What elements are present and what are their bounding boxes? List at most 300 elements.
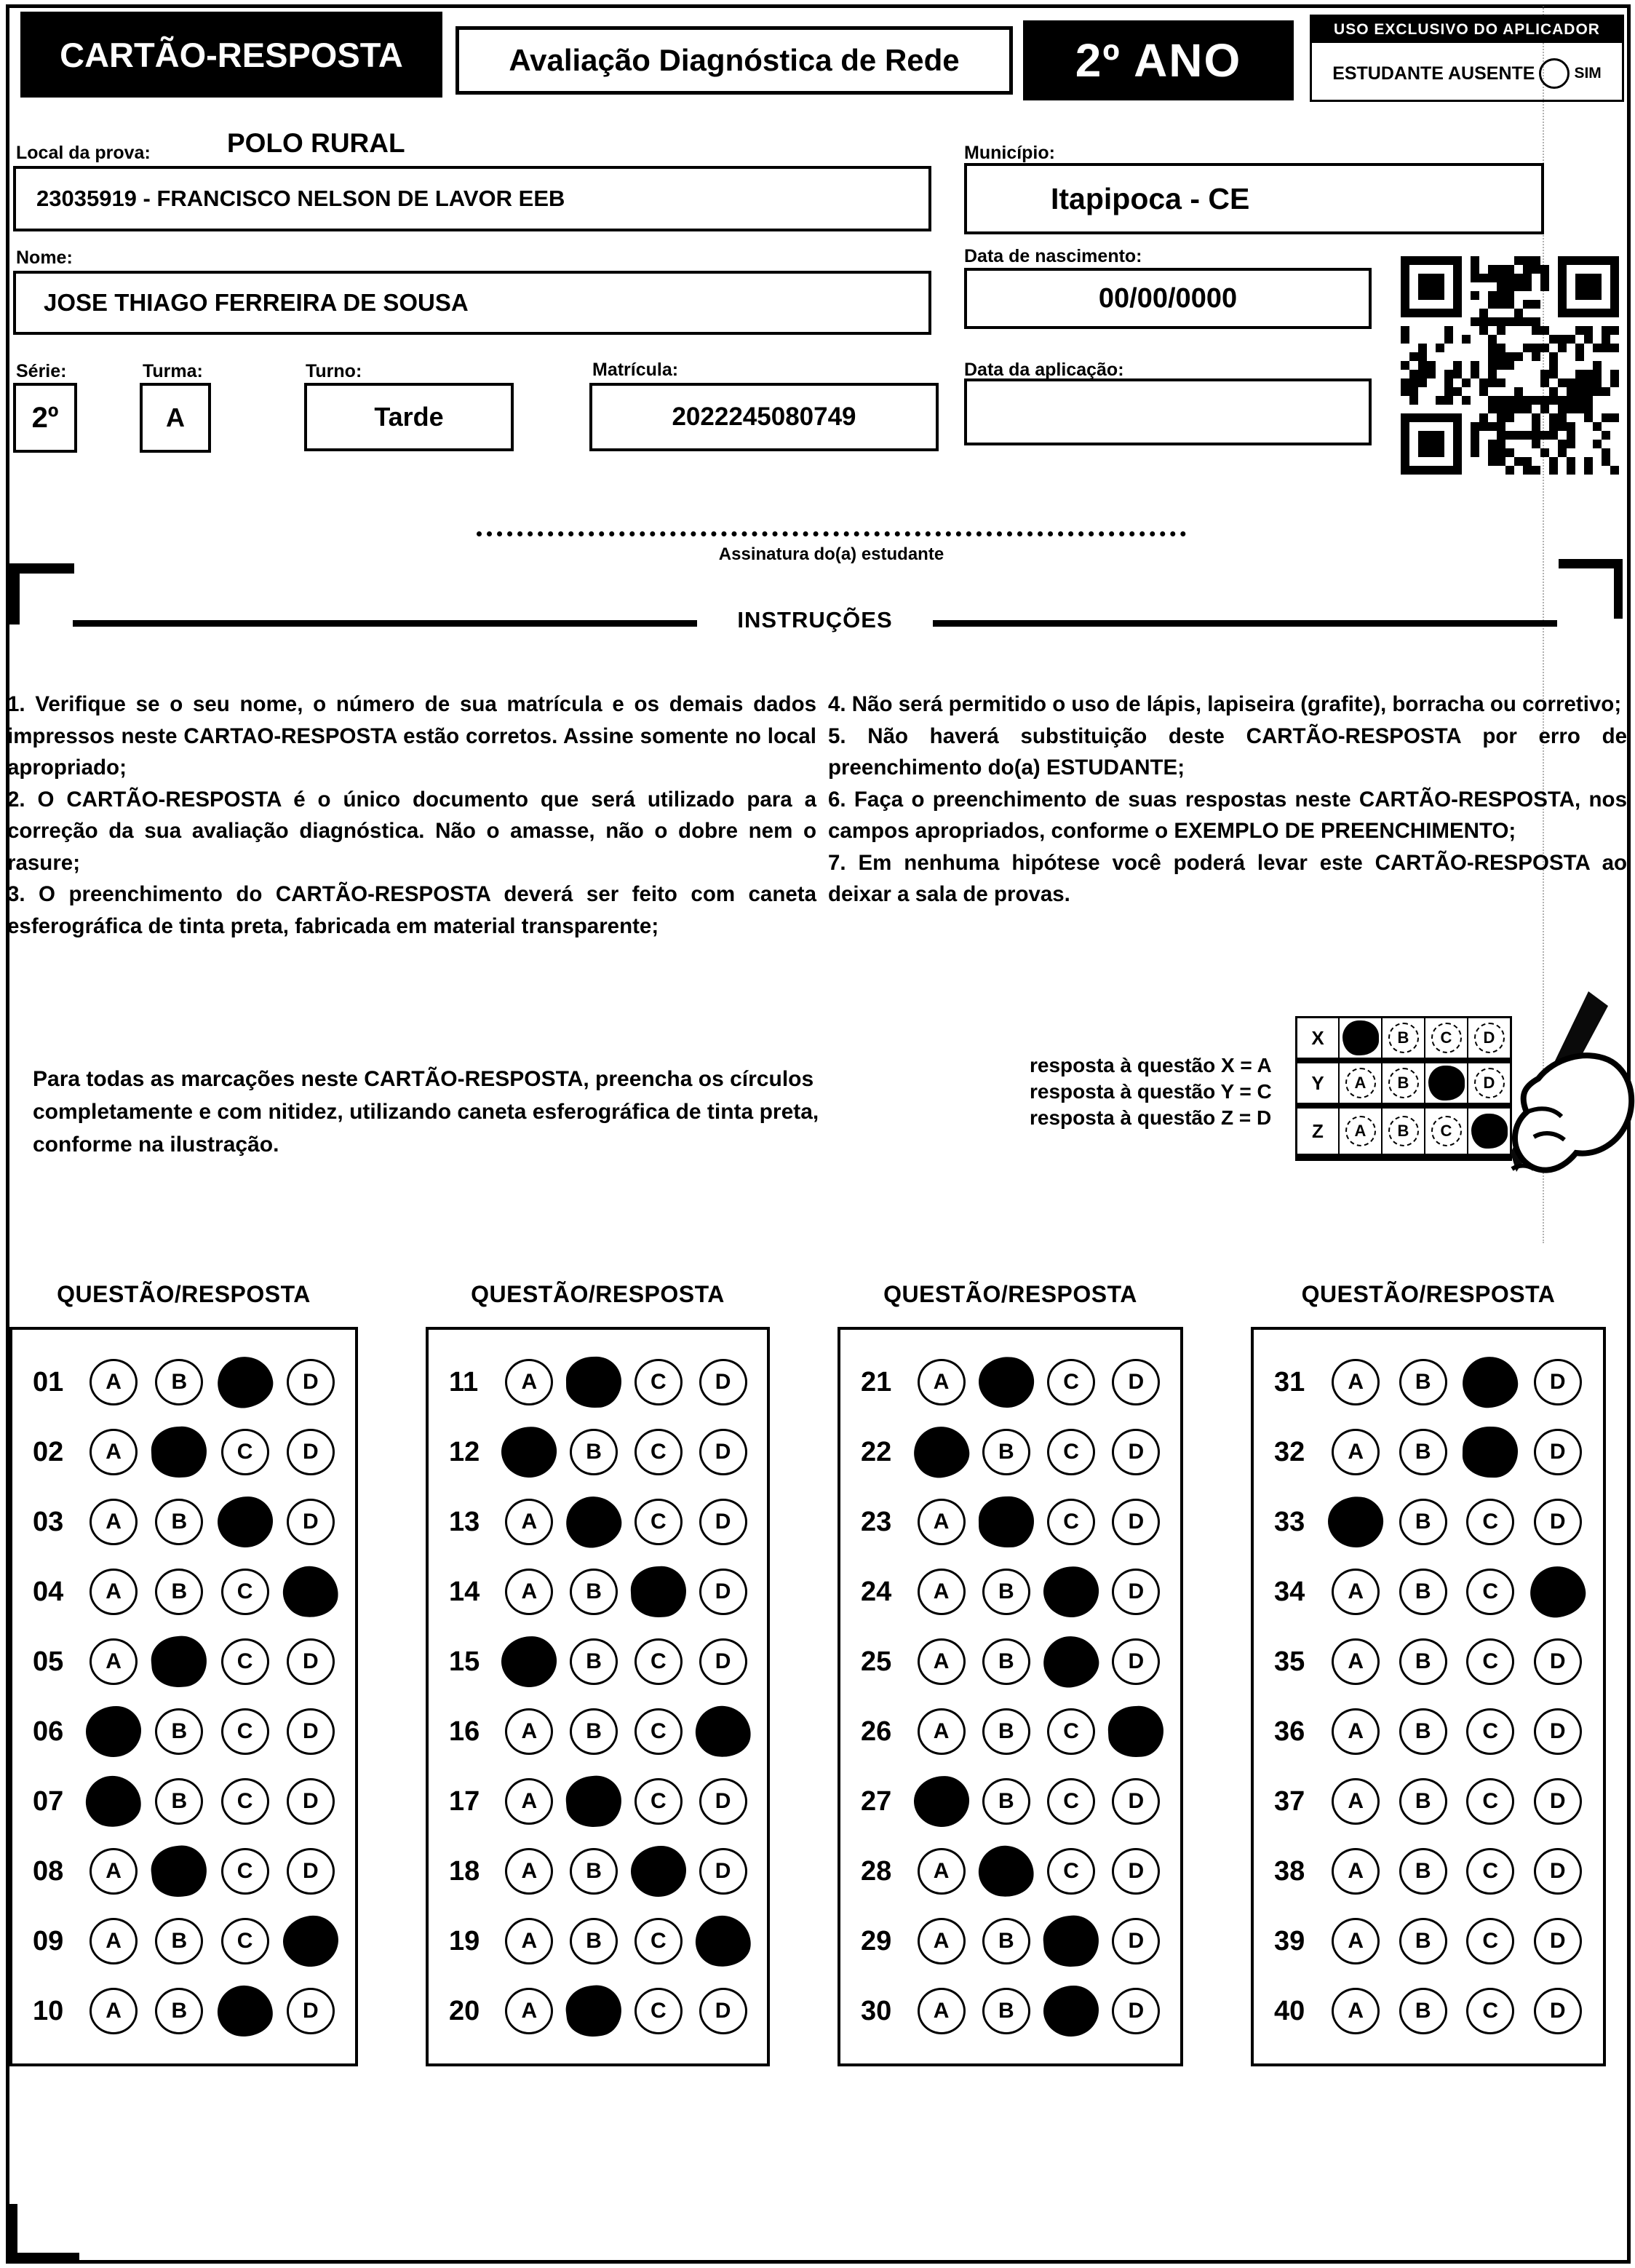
option-cell	[212, 1708, 278, 1755]
option-cell	[626, 1638, 691, 1685]
bubble-13-A[interactable]: A	[505, 1499, 553, 1545]
bubble-09-A[interactable]: A	[89, 1918, 138, 1964]
question-row-12	[440, 1417, 755, 1487]
bubble-26-C[interactable]: C	[1047, 1708, 1095, 1755]
bubble-03-A[interactable]: A	[89, 1499, 138, 1545]
bubble-20-A[interactable]: A	[505, 1988, 553, 2034]
option-cell	[626, 1499, 691, 1545]
bubble-03-D[interactable]: D	[287, 1499, 335, 1545]
hand-with-pen-illustration	[1468, 991, 1635, 1210]
bubble-27-A-filled[interactable]	[912, 1775, 969, 1828]
option-cell	[146, 1499, 212, 1545]
bubble-20-B-filled[interactable]	[563, 1983, 624, 2040]
option-cell	[562, 1496, 626, 1547]
option-cell	[146, 1569, 212, 1615]
bubble-35-D[interactable]: D	[1534, 1638, 1582, 1685]
bubble-30-D[interactable]: D	[1112, 1988, 1160, 2034]
question-number: 03	[33, 1506, 64, 1537]
question-row-36	[1265, 1697, 1591, 1767]
option-cell	[212, 1429, 278, 1475]
bubble-29-B[interactable]: B	[982, 1918, 1030, 1964]
bubble-11-A[interactable]: A	[505, 1359, 553, 1405]
bubble-05-B-filled[interactable]	[149, 1634, 209, 1689]
bubble-15-C[interactable]: C	[634, 1638, 683, 1685]
option-cell	[1039, 1566, 1104, 1617]
bubble-03-C-filled[interactable]	[216, 1496, 273, 1549]
bubble-07-C[interactable]: C	[221, 1778, 269, 1825]
option-cell	[1457, 1848, 1524, 1895]
option-cell	[81, 1569, 146, 1615]
bubble-07-B[interactable]: B	[155, 1778, 203, 1825]
bubble-36-A[interactable]: A	[1332, 1708, 1380, 1755]
option-cell	[909, 1499, 974, 1545]
bubble-16-D-filled[interactable]	[693, 1703, 754, 1761]
bubble-39-D[interactable]: D	[1534, 1918, 1582, 1964]
nome-field: JOSE THIAGO FERREIRA DE SOUSA	[13, 271, 931, 335]
bubble-31-D[interactable]: D	[1534, 1359, 1582, 1405]
bubble-18-C-filled[interactable]	[631, 1846, 686, 1897]
grade-badge: 2º ANO	[1023, 20, 1294, 100]
bubble-32-D[interactable]: D	[1534, 1429, 1582, 1475]
bubble-38-B[interactable]: B	[1399, 1848, 1447, 1895]
bubble-10-C-filled[interactable]	[216, 1984, 274, 2038]
bubble-39-B[interactable]: B	[1399, 1918, 1447, 1964]
question-number: 36	[1274, 1716, 1305, 1747]
option-cell	[1524, 1708, 1592, 1755]
option-cell	[146, 1427, 212, 1478]
example-bubble-X-D: D	[1474, 1023, 1505, 1053]
bubble-22-A-filled[interactable]	[911, 1424, 971, 1480]
option-cell	[562, 1986, 626, 2037]
option-cell	[212, 1638, 278, 1685]
bubble-05-A[interactable]: A	[89, 1638, 138, 1685]
bubble-24-A[interactable]: A	[918, 1569, 966, 1615]
bubble-38-D[interactable]: D	[1534, 1848, 1582, 1895]
option-cell	[1524, 1778, 1592, 1825]
bubble-30-B[interactable]: B	[982, 1988, 1030, 2034]
bubble-26-D-filled[interactable]	[1107, 1705, 1166, 1759]
bubble-25-C-filled[interactable]	[1041, 1633, 1102, 1691]
instruction-item: 6. Faça o preenchimento de suas respostas neste CARTÃO-RESPOSTA, nos campos apropriados, conforme o EXEMPLO DE PREENCHIMENTO;	[828, 787, 1627, 843]
option-cell	[212, 1357, 278, 1408]
bubble-32-B[interactable]: B	[1399, 1429, 1447, 1475]
option-cell	[1524, 1499, 1592, 1545]
bubble-37-B[interactable]: B	[1399, 1778, 1447, 1825]
bubble-33-C[interactable]: C	[1466, 1499, 1514, 1545]
option-cell	[1322, 1569, 1390, 1615]
bubble-23-A[interactable]: A	[918, 1499, 966, 1545]
question-number: 10	[33, 1995, 64, 2026]
bubble-11-D[interactable]: D	[699, 1359, 747, 1405]
bubble-25-D[interactable]: D	[1112, 1638, 1160, 1685]
bubble-22-D[interactable]: D	[1112, 1429, 1160, 1475]
bubble-28-B-filled[interactable]	[976, 1843, 1037, 1900]
question-row-23	[852, 1487, 1169, 1557]
option-cell	[497, 1569, 562, 1615]
option-cell	[909, 1848, 974, 1895]
question-row-04	[24, 1557, 343, 1627]
option-cell	[81, 1848, 146, 1895]
bubble-19-D-filled[interactable]	[693, 1914, 753, 1969]
answer-block-header: QUESTÃO/RESPOSTA	[1301, 1281, 1556, 1307]
bubble-35-C[interactable]: C	[1466, 1638, 1514, 1685]
bubble-04-A[interactable]: A	[89, 1569, 138, 1615]
bubble-04-B[interactable]: B	[155, 1569, 203, 1615]
bubble-10-A[interactable]: A	[89, 1988, 138, 2034]
bubble-25-B[interactable]: B	[982, 1638, 1030, 1685]
question-number: 30	[861, 1995, 892, 2026]
question-number: 17	[449, 1785, 480, 1817]
example-bubble-X-A-filled	[1342, 1020, 1379, 1055]
bubble-37-D[interactable]: D	[1534, 1778, 1582, 1825]
bubble-02-A[interactable]: A	[89, 1429, 138, 1475]
bubble-17-A[interactable]: A	[505, 1778, 553, 1825]
question-row-39	[1265, 1906, 1591, 1976]
municipio-field: Itapipoca - CE	[964, 163, 1544, 234]
bubble-34-C[interactable]: C	[1466, 1569, 1514, 1615]
bubble-04-D-filled[interactable]	[280, 1563, 341, 1621]
bubble-28-C[interactable]: C	[1047, 1848, 1095, 1895]
aplicacao-label: Data da aplicação:	[964, 360, 1124, 380]
corner-bracket-top-right	[1559, 559, 1623, 619]
bubble-33-B[interactable]: B	[1399, 1499, 1447, 1545]
option-cell	[691, 1359, 755, 1405]
bubble-11-B-filled[interactable]	[566, 1356, 622, 1408]
bubble-19-C[interactable]: C	[634, 1918, 683, 1964]
question-row-32	[1265, 1417, 1591, 1487]
bubble-02-B-filled[interactable]	[151, 1425, 209, 1479]
bubble-29-D[interactable]: D	[1112, 1918, 1160, 1964]
bubble-35-B[interactable]: B	[1399, 1638, 1447, 1685]
bubble-39-A[interactable]: A	[1332, 1918, 1380, 1964]
option-cell	[974, 1429, 1038, 1475]
option-cell	[626, 1429, 691, 1475]
option-cell	[1524, 1359, 1592, 1405]
bubble-12-C[interactable]: C	[634, 1429, 683, 1475]
bubble-17-B-filled[interactable]	[564, 1774, 624, 1829]
signature-line[interactable]	[477, 531, 1186, 536]
bubble-17-D[interactable]: D	[699, 1778, 747, 1825]
bubble-09-B[interactable]: B	[155, 1918, 203, 1964]
bubble-33-D[interactable]: D	[1534, 1499, 1582, 1545]
option-cell	[146, 1359, 212, 1405]
bubble-22-B[interactable]: B	[982, 1429, 1030, 1475]
bubble-13-C[interactable]: C	[634, 1499, 683, 1545]
instructions-divider-right	[933, 620, 1557, 627]
option-cell	[278, 1778, 343, 1825]
bubble-15-A-filled[interactable]	[501, 1635, 557, 1689]
bubble-21-A[interactable]: A	[918, 1359, 966, 1405]
bubble-29-A[interactable]: A	[918, 1918, 966, 1964]
option-cell	[81, 1429, 146, 1475]
option-cell	[974, 1569, 1038, 1615]
example-bubble-Y-D: D	[1474, 1068, 1505, 1098]
bubble-20-C[interactable]: C	[634, 1988, 683, 2034]
question-row-15	[440, 1627, 755, 1697]
bubble-08-C[interactable]: C	[221, 1848, 269, 1895]
bubble-14-A[interactable]: A	[505, 1569, 553, 1615]
option-cell	[691, 1638, 755, 1685]
bubble-21-C[interactable]: C	[1047, 1359, 1095, 1405]
bubble-27-D[interactable]: D	[1112, 1778, 1160, 1825]
option-cell	[278, 1359, 343, 1405]
corner-bracket-bottom-left	[8, 2204, 79, 2262]
bubble-34-D-filled[interactable]	[1527, 1563, 1588, 1620]
question-number: 20	[449, 1995, 480, 2026]
bubble-09-C[interactable]: C	[221, 1918, 269, 1964]
option-cell	[146, 1636, 212, 1687]
bubble-18-D[interactable]: D	[699, 1848, 747, 1895]
bubble-10-B[interactable]: B	[155, 1988, 203, 2034]
bubble-06-C[interactable]: C	[221, 1708, 269, 1755]
question-number: 04	[33, 1576, 64, 1607]
bubble-27-B[interactable]: B	[982, 1778, 1030, 1825]
bubble-12-A-filled[interactable]	[500, 1424, 559, 1479]
instructions-divider-left	[73, 620, 697, 627]
option-cell	[909, 1359, 974, 1405]
option-cell	[1524, 1988, 1592, 2034]
option-cell	[691, 1499, 755, 1545]
bubble-13-D[interactable]: D	[699, 1499, 747, 1545]
option-cell	[1104, 1706, 1169, 1757]
option-cell	[626, 1566, 691, 1617]
bubble-02-C[interactable]: C	[221, 1429, 269, 1475]
option-cell	[691, 1778, 755, 1825]
answer-block-2	[426, 1281, 770, 2066]
option-cell	[1457, 1708, 1524, 1755]
bubble-15-B[interactable]: B	[570, 1638, 618, 1685]
bubble-23-D[interactable]: D	[1112, 1499, 1160, 1545]
question-row-07	[24, 1767, 343, 1836]
instructions-title: INSTRUÇÕES	[737, 607, 893, 633]
bubble-01-A[interactable]: A	[89, 1359, 138, 1405]
question-number: 09	[33, 1925, 64, 1956]
bubble-32-C-filled[interactable]	[1463, 1426, 1519, 1478]
bubble-21-D[interactable]: D	[1112, 1359, 1160, 1405]
option-cell	[1524, 1638, 1592, 1685]
option-cell	[909, 1427, 974, 1478]
bubble-07-A-filled[interactable]	[84, 1774, 143, 1829]
bubble-23-C[interactable]: C	[1047, 1499, 1095, 1545]
question-number: 06	[33, 1716, 64, 1747]
example-cell	[1338, 1109, 1381, 1154]
option-cell	[1039, 1499, 1104, 1545]
example-cell	[1338, 1063, 1381, 1103]
bubble-31-A[interactable]: A	[1332, 1359, 1380, 1405]
bubble-29-C-filled[interactable]	[1041, 1914, 1101, 1969]
bubble-40-B[interactable]: B	[1399, 1988, 1447, 2034]
bubble-38-A[interactable]: A	[1332, 1848, 1380, 1895]
bubble-07-D[interactable]: D	[287, 1778, 335, 1825]
bubble-08-A[interactable]: A	[89, 1848, 138, 1895]
option-cell	[626, 1708, 691, 1755]
example-row-label: Z	[1312, 1119, 1324, 1142]
option-cell	[1322, 1359, 1390, 1405]
question-row-18	[440, 1836, 755, 1906]
bubble-01-C-filled[interactable]	[214, 1353, 276, 1411]
option-cell	[81, 1706, 146, 1757]
example-bubble-Z-B: B	[1388, 1116, 1419, 1146]
absent-yes-bubble[interactable]	[1539, 58, 1570, 89]
bubble-22-C[interactable]: C	[1047, 1429, 1095, 1475]
option-cell	[1524, 1918, 1592, 1964]
bubble-34-B[interactable]: B	[1399, 1569, 1447, 1615]
option-cell	[212, 1986, 278, 2037]
bubble-36-B[interactable]: B	[1399, 1708, 1447, 1755]
option-cell	[278, 1708, 343, 1755]
bubble-18-B[interactable]: B	[570, 1848, 618, 1895]
option-cell	[146, 1918, 212, 1964]
bubble-28-A[interactable]: A	[918, 1848, 966, 1895]
example-legend-line: resposta à questão X = A	[1030, 1054, 1272, 1076]
option-cell	[146, 1778, 212, 1825]
bubble-24-C-filled[interactable]	[1042, 1564, 1101, 1619]
option-cell	[1457, 1918, 1524, 1964]
option-cell	[278, 1429, 343, 1475]
question-number: 28	[861, 1855, 892, 1887]
bubble-19-B[interactable]: B	[570, 1918, 618, 1964]
instruction-item: 3. O preenchimento do CARTÃO-RESPOSTA deverá ser feito com caneta esferográfica de tinta preta, fabricada em material transparente;	[7, 882, 816, 938]
answer-block-box	[9, 1327, 358, 2066]
option-cell	[974, 1846, 1038, 1897]
bubble-17-C[interactable]: C	[634, 1778, 683, 1825]
option-cell	[1039, 1986, 1104, 2037]
bubble-01-D[interactable]: D	[287, 1359, 335, 1405]
bubble-11-C[interactable]: C	[634, 1359, 683, 1405]
question-row-14	[440, 1557, 755, 1627]
bubble-36-D[interactable]: D	[1534, 1708, 1582, 1755]
option-cell	[81, 1499, 146, 1545]
bubble-30-A[interactable]: A	[918, 1988, 966, 2034]
bubble-12-D[interactable]: D	[699, 1429, 747, 1475]
answer-block-header: QUESTÃO/RESPOSTA	[57, 1281, 311, 1307]
serie-label: Série:	[16, 361, 67, 381]
bubble-20-D[interactable]: D	[699, 1988, 747, 2034]
option-cell	[562, 1776, 626, 1827]
bubble-03-B[interactable]: B	[155, 1499, 203, 1545]
bubble-32-A[interactable]: A	[1332, 1429, 1380, 1475]
bubble-37-C[interactable]: C	[1466, 1778, 1514, 1825]
question-row-30	[852, 1976, 1169, 2046]
answer-block-box	[838, 1327, 1183, 2066]
aplicacao-field	[964, 378, 1372, 445]
option-cell	[1390, 1569, 1457, 1615]
bubble-06-A-filled[interactable]	[86, 1706, 141, 1757]
bubble-27-C[interactable]: C	[1047, 1778, 1095, 1825]
corner-bracket-top-left	[9, 563, 74, 625]
bubble-31-B[interactable]: B	[1399, 1359, 1447, 1405]
question-row-06	[24, 1697, 343, 1767]
answer-block-4	[1251, 1281, 1606, 2066]
option-cell	[1322, 1988, 1390, 2034]
bubble-26-A[interactable]: A	[918, 1708, 966, 1755]
bubble-08-D[interactable]: D	[287, 1848, 335, 1895]
option-cell	[81, 1918, 146, 1964]
school-field: 23035919 - FRANCISCO NELSON DE LAVOR EEB	[13, 166, 931, 231]
question-row-21	[852, 1347, 1169, 1417]
bubble-14-B[interactable]: B	[570, 1569, 618, 1615]
bubble-18-A[interactable]: A	[505, 1848, 553, 1895]
nascimento-field: 00/00/0000	[964, 268, 1372, 329]
bubble-35-A[interactable]: A	[1332, 1638, 1380, 1685]
bubble-16-C[interactable]: C	[634, 1708, 683, 1755]
bubble-08-B-filled[interactable]	[148, 1843, 210, 1900]
bubble-31-C-filled[interactable]	[1461, 1355, 1520, 1409]
bubble-37-A[interactable]: A	[1332, 1778, 1380, 1825]
bubble-01-B[interactable]: B	[155, 1359, 203, 1405]
bubble-40-A[interactable]: A	[1332, 1988, 1380, 2034]
bubble-15-D[interactable]: D	[699, 1638, 747, 1685]
option-cell	[909, 1988, 974, 2034]
bubble-02-D[interactable]: D	[287, 1429, 335, 1475]
bubble-12-B[interactable]: B	[570, 1429, 618, 1475]
bubble-28-D[interactable]: D	[1112, 1848, 1160, 1895]
question-row-27	[852, 1767, 1169, 1836]
bubble-24-D[interactable]: D	[1112, 1569, 1160, 1615]
bubble-14-D[interactable]: D	[699, 1569, 747, 1615]
bubble-14-C-filled[interactable]	[629, 1565, 688, 1619]
option-cell	[278, 1916, 343, 1967]
example-cell	[1424, 1063, 1467, 1103]
bubble-26-B[interactable]: B	[982, 1708, 1030, 1755]
option-cell	[146, 1988, 212, 2034]
question-row-35	[1265, 1627, 1591, 1697]
example-bubble-X-B: B	[1388, 1023, 1419, 1053]
instruction-item: 7. Em nenhuma hipótese você poderá levar este CARTÃO-RESPOSTA ao deixar a sala de provas.	[828, 850, 1627, 906]
option-cell	[626, 1846, 691, 1897]
option-cell	[562, 1918, 626, 1964]
bubble-33-A-filled[interactable]	[1326, 1494, 1386, 1550]
option-cell	[212, 1569, 278, 1615]
question-row-03	[24, 1487, 343, 1557]
bubble-21-B-filled[interactable]	[976, 1354, 1036, 1411]
bubble-39-C[interactable]: C	[1466, 1918, 1514, 1964]
bubble-40-C[interactable]: C	[1466, 1988, 1514, 2034]
bubble-30-C-filled[interactable]	[1043, 1986, 1099, 2037]
option-cell	[1322, 1429, 1390, 1475]
instructions-left	[7, 689, 816, 942]
bubble-36-C[interactable]: C	[1466, 1708, 1514, 1755]
question-row-17	[440, 1767, 755, 1836]
question-number: 08	[33, 1855, 64, 1887]
bubble-24-B[interactable]: B	[982, 1569, 1030, 1615]
bubble-23-B-filled[interactable]	[978, 1496, 1034, 1547]
bubble-40-D[interactable]: D	[1534, 1988, 1582, 2034]
bubble-05-C[interactable]: C	[221, 1638, 269, 1685]
bubble-25-A[interactable]: A	[918, 1638, 966, 1685]
bubble-16-A[interactable]: A	[505, 1708, 553, 1755]
option-cell	[497, 1918, 562, 1964]
option-cell	[1322, 1918, 1390, 1964]
bubble-10-D[interactable]: D	[287, 1988, 335, 2034]
bubble-16-B[interactable]: B	[570, 1708, 618, 1755]
bubble-19-A[interactable]: A	[505, 1918, 553, 1964]
question-number: 39	[1274, 1925, 1305, 1956]
bubble-06-D[interactable]: D	[287, 1708, 335, 1755]
bubble-38-C[interactable]: C	[1466, 1848, 1514, 1895]
bubble-05-D[interactable]: D	[287, 1638, 335, 1685]
bubble-13-B-filled[interactable]	[563, 1493, 625, 1551]
bubble-34-A[interactable]: A	[1332, 1569, 1380, 1615]
bubble-06-B[interactable]: B	[155, 1708, 203, 1755]
question-row-20	[440, 1976, 755, 2046]
option-cell	[212, 1918, 278, 1964]
bubble-04-C[interactable]: C	[221, 1569, 269, 1615]
question-number: 35	[1274, 1646, 1305, 1677]
question-number: 01	[33, 1366, 64, 1397]
example-row-label: Y	[1311, 1071, 1324, 1094]
bubble-09-D-filled[interactable]	[282, 1915, 339, 1968]
